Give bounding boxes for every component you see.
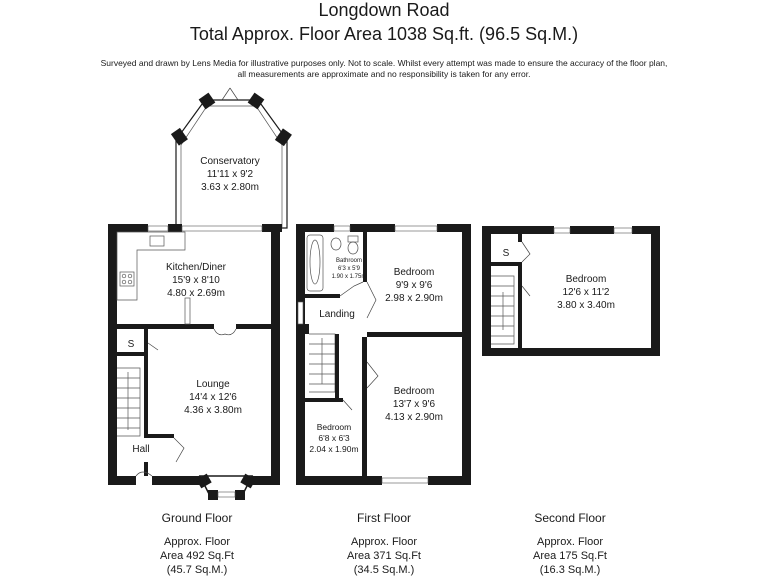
ground-floor-name: Ground Floor [161, 511, 233, 525]
bedroom-ff3-metric: 2.04 x 1.90m [309, 444, 359, 454]
bathroom-metric: 1.90 x 1.75m [331, 274, 367, 280]
conservatory-imperial: 11'11 x 9'2 [206, 169, 254, 180]
kitchen-imperial: 15'9 x 8'10 [172, 275, 220, 286]
bedroom-sf-name: Bedroom [565, 274, 607, 285]
ground-floor-area-line-1: Approx. Floor [163, 536, 231, 548]
first-floor-area-line-1: Approx. Floor [350, 536, 418, 548]
first-floor-area-line-3: (34.5 Sq.M.) [353, 564, 415, 576]
second-floor-area-line-1: Approx. Floor [536, 536, 604, 548]
first-floor-area-line-2: Area 371 Sq.Ft [347, 550, 421, 562]
disclaimer-line-2: all measurements are approximate and no responsibility is taken for any error. [237, 69, 531, 79]
lounge-imperial: 14'4 x 12'6 [189, 392, 237, 403]
bedroom-ff3-name: Bedroom [316, 422, 352, 432]
first-floor-name: First Floor [357, 511, 411, 525]
lounge-name: Lounge [196, 379, 230, 390]
kitchen-metric: 4.80 x 2.69m [167, 288, 225, 299]
first-floor-caption [304, 511, 464, 577]
bathroom-imperial: 6'3 x 5'9 [338, 266, 360, 272]
ground-floor-caption [117, 511, 277, 577]
conservatory-metric: 3.63 x 2.80m [201, 182, 259, 193]
second-floor-area-line-3: (16.3 Sq.M.) [539, 564, 601, 576]
second-floor-caption [490, 511, 650, 577]
landing-name: Landing [319, 309, 355, 320]
kitchen-name: Kitchen/Diner [165, 262, 227, 273]
bedroom-ff1-name: Bedroom [393, 267, 435, 278]
plan-subtitle: Total Approx. Floor Area 1038 Sq.ft. (96.5 Sq.M.) [189, 24, 579, 44]
bedroom-ff3-imperial: 6'8 x 6'3 [318, 433, 350, 443]
bedroom-ff2-name: Bedroom [393, 386, 435, 397]
second-floor-area-line-2: Area 175 Sq.Ft [533, 550, 607, 562]
bedroom-ff2-metric: 4.13 x 2.90m [385, 412, 443, 423]
ground-floor-area-line-3: (45.7 Sq.M.) [166, 564, 228, 576]
bedroom-ff1-metric: 2.98 x 2.90m [385, 293, 443, 304]
lounge-metric: 4.36 x 3.80m [184, 405, 242, 416]
hall-name: Hall [132, 444, 150, 455]
ground-floor-area-line-2: Area 492 Sq.Ft [160, 550, 234, 562]
bedroom-ff2-imperial: 13'7 x 9'6 [392, 399, 436, 410]
second-floor-name: Second Floor [534, 511, 606, 525]
plan-title: Longdown Road [318, 0, 450, 20]
bedroom-ff1-imperial: 9'9 x 9'6 [395, 280, 433, 291]
disclaimer-line-1: Surveyed and drawn by Lens Media for illustrative purposes only. Not to scale. Whilst every attempt was made to ensure the accuracy of the floor plan, [100, 58, 668, 68]
bedroom-sf-imperial: 12'6 x 11'2 [562, 287, 610, 298]
ground-store-label: S [127, 339, 135, 350]
bedroom-sf-metric: 3.80 x 3.40m [557, 300, 615, 311]
second-store-label: S [502, 248, 510, 259]
conservatory-name: Conservatory [200, 156, 260, 167]
bathroom-name: Bathroom [335, 258, 363, 264]
